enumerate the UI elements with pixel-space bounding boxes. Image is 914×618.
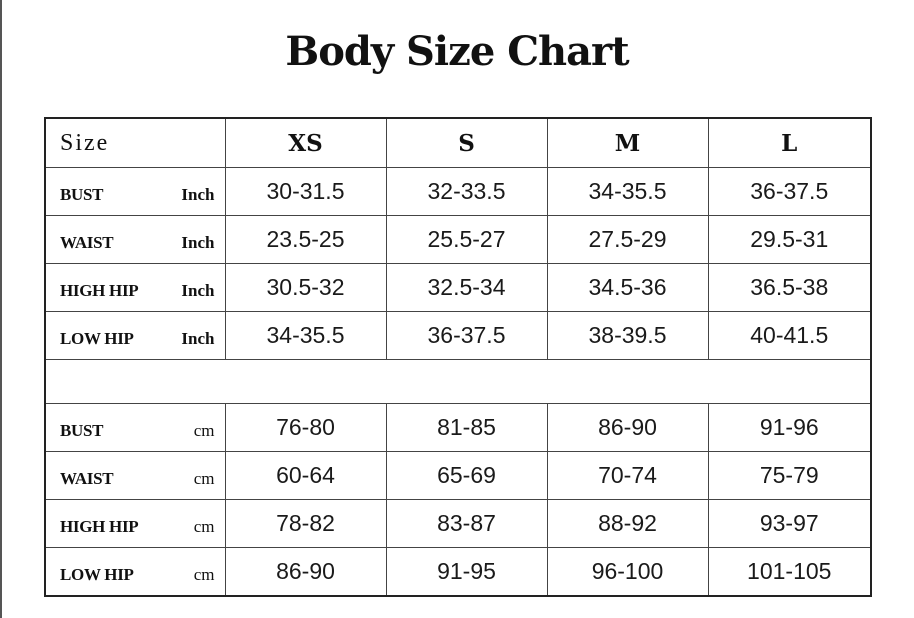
table-cell: 93-97 [708, 500, 871, 548]
table-cell: 83-87 [386, 500, 547, 548]
table-row [45, 264, 871, 312]
table-cell: 96-100 [547, 548, 708, 597]
measurement-name: LOW HIP [60, 564, 134, 584]
table-spacer-row [45, 360, 871, 404]
left-edge-rule [0, 0, 2, 618]
row-label-cell [45, 452, 225, 500]
table-row [45, 168, 871, 216]
row-label-cell [45, 500, 225, 548]
table-row [45, 452, 871, 500]
measurement-unit: cm [193, 564, 215, 584]
row-label-cell [45, 264, 225, 312]
row-label-cell [45, 168, 225, 216]
page-title: Body Size Chart [285, 28, 629, 75]
table-cell: 81-85 [386, 404, 547, 452]
table-cell: 78-82 [225, 500, 386, 548]
measurement-name: HIGH HIP [60, 280, 139, 300]
size-header-label: Size [60, 129, 110, 156]
table-cell: 88-92 [547, 500, 708, 548]
table-row [45, 312, 871, 360]
size-s-header: S [386, 118, 547, 168]
table-row [45, 548, 871, 597]
table-cell: 38-39.5 [547, 312, 708, 360]
table-header-row [45, 118, 871, 168]
table-cell: 36-37.5 [386, 312, 547, 360]
table-cell: 27.5-29 [547, 216, 708, 264]
table-row [45, 404, 871, 452]
measurement-name: BUST [60, 184, 104, 204]
table-cell: 34.5-36 [547, 264, 708, 312]
table-cell: 34-35.5 [225, 312, 386, 360]
measurement-name: HIGH HIP [60, 516, 139, 536]
size-header-cell [45, 118, 225, 168]
table-cell: 30-31.5 [225, 168, 386, 216]
measurement-name: BUST [60, 420, 104, 440]
size-chart-table [44, 117, 872, 597]
measurement-name: WAIST [60, 232, 114, 252]
table-row [45, 500, 871, 548]
measurement-unit: cm [193, 420, 215, 440]
table-cell: 29.5-31 [708, 216, 871, 264]
table-cell: 65-69 [386, 452, 547, 500]
row-label-cell [45, 404, 225, 452]
measurement-unit: cm [193, 468, 215, 488]
size-l-header: L [708, 118, 871, 168]
table-cell: 40-41.5 [708, 312, 871, 360]
measurement-name: LOW HIP [60, 328, 134, 348]
table-cell: 86-90 [225, 548, 386, 597]
measurement-unit: cm [193, 516, 215, 536]
table-cell: 34-35.5 [547, 168, 708, 216]
measurement-name: WAIST [60, 468, 114, 488]
measurement-unit: Inch [181, 184, 215, 204]
row-label-cell [45, 216, 225, 264]
spacer-cell [45, 360, 871, 404]
table-cell: 86-90 [547, 404, 708, 452]
table-cell: 91-95 [386, 548, 547, 597]
table-cell: 25.5-27 [386, 216, 547, 264]
table-cell: 60-64 [225, 452, 386, 500]
measurement-unit: Inch [181, 328, 215, 348]
measurement-unit: Inch [181, 280, 215, 300]
size-m-header: M [547, 118, 708, 168]
table-row [45, 216, 871, 264]
table-cell: 91-96 [708, 404, 871, 452]
table-cell: 75-79 [708, 452, 871, 500]
row-label-cell [45, 548, 225, 597]
size-xs-header: XS [225, 118, 386, 168]
table-cell: 36.5-38 [708, 264, 871, 312]
measurement-unit: Inch [181, 232, 215, 252]
row-label-cell [45, 312, 225, 360]
table-cell: 32.5-34 [386, 264, 547, 312]
table-cell: 32-33.5 [386, 168, 547, 216]
table-cell: 76-80 [225, 404, 386, 452]
table-cell: 36-37.5 [708, 168, 871, 216]
table-cell: 70-74 [547, 452, 708, 500]
table-cell: 30.5-32 [225, 264, 386, 312]
table-cell: 101-105 [708, 548, 871, 597]
table-cell: 23.5-25 [225, 216, 386, 264]
